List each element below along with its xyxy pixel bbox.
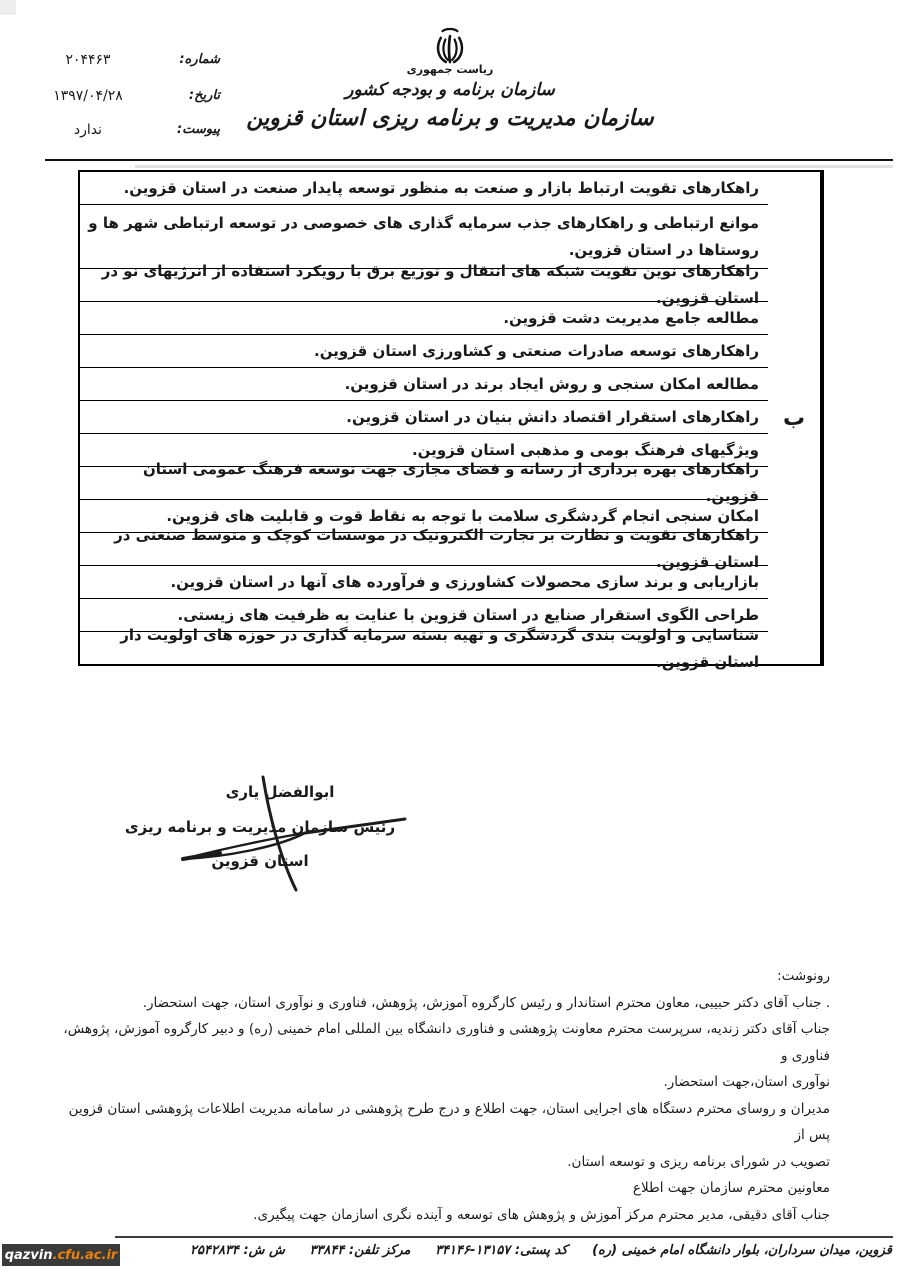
postal-code-value: ۳۴۱۴۶-۱۳۱۵۷ [435,1243,511,1258]
cc-heading: رونوشت: [777,968,830,984]
footer-phone: مرکز تلفن: ۳۳۸۴۴ [309,1243,411,1258]
table-row: راهکارهای تقویت و نظارت بر تجارت الکترونیک در موسسات کوچک و متوسط صنعتی در استان قزوین. [80,533,768,566]
table-row: شناسایی و اولویت بندی گردشگری و تهیه بسته سرمایه گذاری در حوزه های اولویت دار استان قزوین. [120,625,759,671]
cc-line: جناب آقای دکتر زندیه، سرپرست محترم معاونت پژوهشی و فناوری دانشگاه بین المللی امام خمینی (ره) و دبیر کارگروه آموزش، پژوهش، فناوری و [63,1021,830,1064]
research-topics-table [78,170,824,671]
cc-line: نوآوری استان،جهت استحضار. [663,1074,830,1090]
signer-title-line2: استان قزوین [211,852,309,870]
cc-line: جناب آقای دقیقی، مدیر محترم مرکز آموزش و پژوهش های توسعه و آینده نگری اسازمان جهت پیگیری. [253,1206,830,1223]
cc-section [60,963,830,1228]
attachment-value: ندارد [73,122,103,138]
cc-line: معاونین محترم سازمان جهت اطلاع [632,1180,830,1196]
table-row: راهکارهای تقویت ارتباط بازار و صنعت به منظور توسعه پایدار صنعت در استان قزوین. [80,172,768,205]
table-row: راهکارهای بهره برداری از رسانه و فضای مجازی جهت توسعه فرهنگ عمومی استان قزوین. [80,467,768,500]
table-row: راهکارهای توسعه صادرات صنعتی و کشاورزی استان قزوین. [80,335,768,368]
header-divider [45,159,893,161]
header-divider-shadow [135,165,893,168]
cc-line: تصویب در شورای برنامه ریزی و توسعه استان. [567,1153,830,1170]
organization-title: سازمان مدیریت و برنامه ریزی استان قزوین [246,106,654,131]
footer-serial: ش ش: ۲۵۴۲۸۳۴ [190,1243,285,1258]
parent-organization-title: سازمان برنامه و بودجه کشور [345,80,555,100]
site-watermark: qazvin .cfu.ac.ir [2,1244,120,1266]
number-value: ۲۰۴۴۶۳ [65,52,111,68]
table-row: ویژگیهای فرهنگ بومی و مذهبی استان قزوین. [80,434,768,467]
cc-line: . جناب آقای دکتر حبیبی، معاون محترم استاندار و رئیس کارگروه آموزش، پژوهش، فناوری و نوآوری استان، جهت استحضار. [142,994,830,1011]
scan-artifact [0,0,16,15]
footer-postal-code: کد پستی: ۳۴۱۴۶-۱۳۱۵۷ [435,1243,568,1258]
cc-line: مدیران و روسای محترم دستگاه های اجرایی استان، جهت اطلاع و درج طرح پژوهشی در سامانه مدیریت اطلاعات پژوهشی استان قزوین پس از [68,1100,830,1143]
serial-value: ۲۵۴۲۸۳۴ [190,1243,239,1258]
attachment-label: پیوست: [176,122,220,137]
signer-name: ابوالفضل یاری [225,783,335,801]
cc-lines [60,990,830,1229]
table-row: راهکارهای استقرار اقتصاد دانش بنیان در استان قزوین. [80,401,768,434]
table-row: راهکارهای نوین تقویت شبکه های انتقال و توزیع برق با رویکرد استفاده از انرژیهای نو در استان قزوین. [80,269,768,302]
footer-divider [115,1236,893,1238]
table-row: موانع ارتباطی و راهکارهای جذب سرمایه گذاری های خصوصی در توسعه ارتباطی شهر ها و روستاها در استان قزوین. [80,205,768,269]
footer-contact-line [190,1243,892,1258]
date-label: تاریخ: [188,88,220,103]
footer-address: قزوین، میدان سرداران، بلوار دانشگاه امام خمینی (ره) [592,1243,892,1258]
table-row: طراحی الگوی استقرار صنایع در استان قزوین با عنایت به ظرفیت های زیستی. [80,599,768,632]
number-label: شماره: [179,52,220,67]
date-value: ۱۳۹۷/۰۴/۲۸ [53,88,123,104]
presidency-title: ریاست جمهوری [406,63,494,76]
table-row: مطالعه جامع مدیریت دشت قزوین. [80,302,768,335]
table-row: مطالعه امکان سنجی و روش ایجاد برند در استان قزوین. [80,368,768,401]
table-rows [80,172,768,671]
table-row: امکان سنجی انجام گردشگری سلامت با توجه به نقاط قوت و قابلیت های قزوین. [80,500,768,533]
phone-value: ۳۳۸۴۴ [309,1243,345,1258]
group-label-cell: ب [768,172,822,664]
table-row: بازاریابی و برند سازی محصولات کشاورزی و فرآورده های آنها در استان قزوین. [80,566,768,599]
signature-scrawl [160,763,430,902]
signer-title-line1: رئیس سازمان مدیریت و برنامه ریزی [124,818,396,836]
